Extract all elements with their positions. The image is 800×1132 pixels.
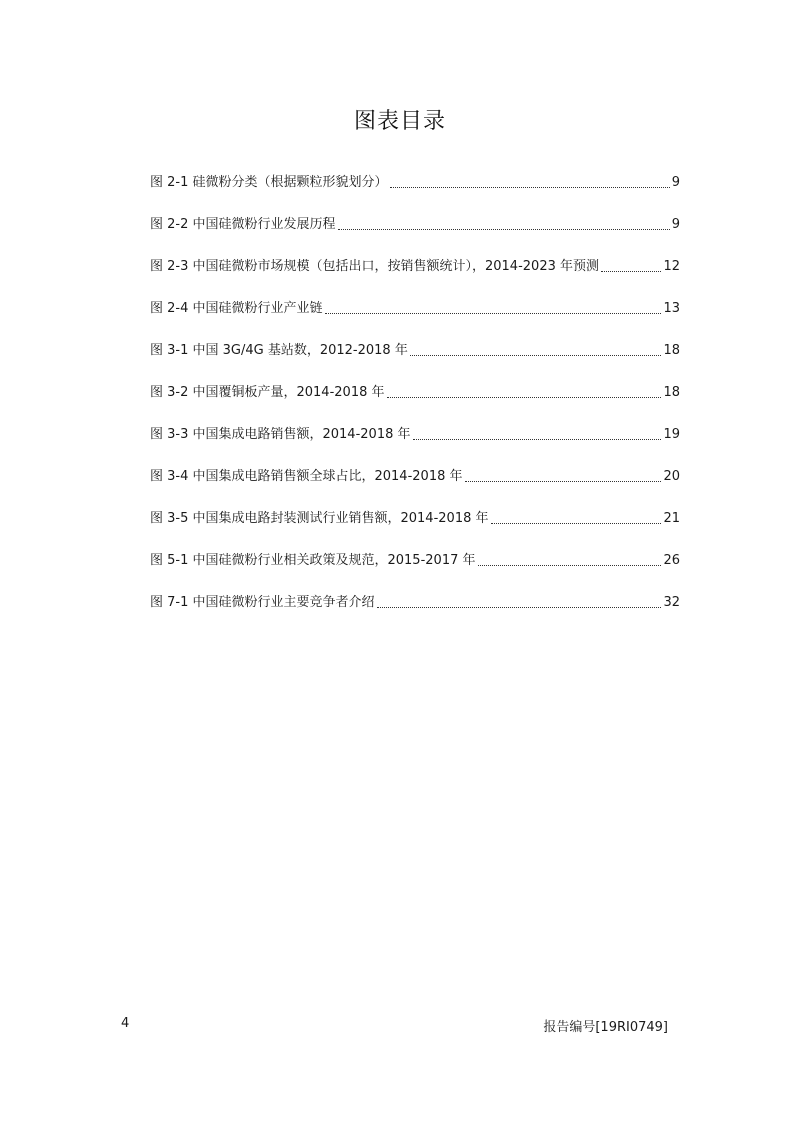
footer-page-number: 4 xyxy=(121,1016,130,1031)
toc-entry-page: 9 xyxy=(671,217,680,232)
toc-dot-leader xyxy=(413,438,662,440)
toc-dot-leader xyxy=(338,228,670,230)
toc-entry[interactable] xyxy=(150,444,680,486)
page-title: 图表目录 xyxy=(353,109,446,134)
toc-entry[interactable] xyxy=(150,360,680,402)
toc-entry[interactable] xyxy=(150,276,680,318)
figure-toc xyxy=(150,150,680,612)
toc-entry-label: 图 3-4 中国集成电路销售额全球占比，2014-2018 年 xyxy=(150,469,463,484)
toc-entry[interactable] xyxy=(150,150,680,192)
toc-entry-page: 21 xyxy=(663,511,680,526)
toc-dot-leader xyxy=(491,522,662,524)
toc-entry-label: 图 2-4 中国硅微粉行业产业链 xyxy=(150,301,323,316)
toc-entry-page: 12 xyxy=(663,259,680,274)
toc-entry-label: 图 2-1 硅微粉分类（根据颗粒形貌划分） xyxy=(150,175,388,190)
toc-entry[interactable] xyxy=(150,402,680,444)
toc-entry-label: 图 2-3 中国硅微粉市场规模（包括出口，按销售额统计），2014-2023 年预测 xyxy=(150,259,599,274)
toc-entry-page: 9 xyxy=(671,175,680,190)
toc-entry-page: 20 xyxy=(663,469,680,484)
toc-dot-leader xyxy=(410,354,662,356)
toc-entry-label: 图 3-1 中国 3G/4G 基站数，2012-2018 年 xyxy=(150,343,408,358)
toc-entry[interactable] xyxy=(150,192,680,234)
toc-entry-page: 26 xyxy=(663,553,680,568)
toc-entry-page: 32 xyxy=(663,595,680,610)
toc-dot-leader xyxy=(465,480,662,482)
toc-entry-label: 图 3-2 中国覆铜板产量，2014-2018 年 xyxy=(150,385,385,400)
toc-entry-label: 图 3-3 中国集成电路销售额，2014-2018 年 xyxy=(150,427,411,442)
toc-entry-page: 13 xyxy=(663,301,680,316)
toc-entry-page: 19 xyxy=(663,427,680,442)
toc-dot-leader xyxy=(377,606,662,608)
toc-entry[interactable] xyxy=(150,486,680,528)
toc-entry-label: 图 7-1 中国硅微粉行业主要竞争者介绍 xyxy=(150,595,375,610)
toc-entry-label: 图 5-1 中国硅微粉行业相关政策及规范，2015-2017 年 xyxy=(150,553,476,568)
toc-dot-leader xyxy=(601,270,661,272)
toc-dot-leader xyxy=(387,396,662,398)
toc-entry-page: 18 xyxy=(663,385,680,400)
toc-entry-page: 18 xyxy=(663,343,680,358)
toc-dot-leader xyxy=(325,312,662,314)
toc-entry-label: 图 3-5 中国集成电路封装测试行业销售额，2014-2018 年 xyxy=(150,511,489,526)
toc-entry[interactable] xyxy=(150,570,680,612)
toc-entry[interactable] xyxy=(150,528,680,570)
footer-report-id: 报告编号[19RI0749] xyxy=(543,1020,668,1035)
toc-entry[interactable] xyxy=(150,318,680,360)
toc-entry-label: 图 2-2 中国硅微粉行业发展历程 xyxy=(150,217,336,232)
toc-dot-leader xyxy=(390,186,670,188)
toc-dot-leader xyxy=(478,564,662,566)
toc-entry[interactable] xyxy=(150,234,680,276)
